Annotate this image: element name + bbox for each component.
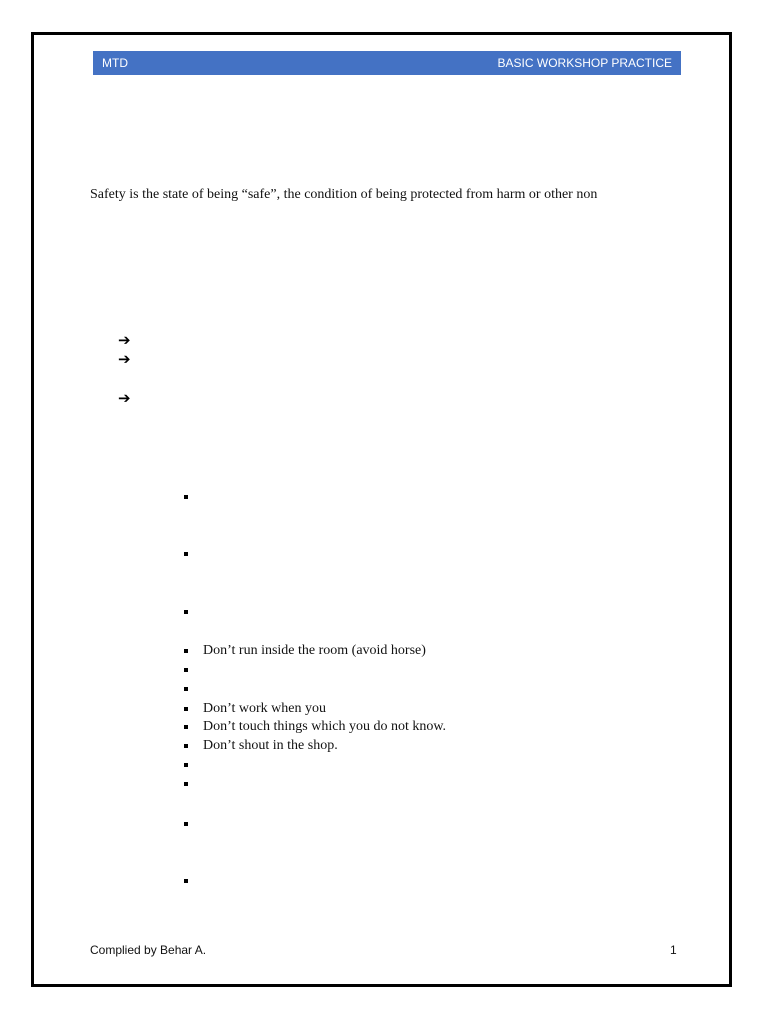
list-item	[184, 816, 203, 832]
list-item-text: Don’t run inside the room (avoid horse)	[203, 643, 426, 658]
footer-author: Complied by Behar A.	[90, 943, 207, 957]
list-item	[184, 489, 203, 505]
list-item-text: Don’t touch things which you do not know.	[203, 719, 447, 734]
list-item	[184, 757, 203, 773]
page-number: 1	[670, 943, 677, 957]
square-bullet-icon	[184, 668, 188, 672]
list-item	[184, 719, 446, 735]
list-item-text: Don’t work when you	[203, 701, 327, 716]
square-bullet-icon	[184, 763, 188, 767]
right-arrow-icon: ➔	[118, 350, 131, 368]
list-item	[184, 604, 203, 620]
square-bullet-icon	[184, 879, 188, 883]
document-page	[31, 32, 732, 987]
list-item-text: Don’t shout in the shop.	[203, 738, 338, 753]
list-item	[184, 546, 203, 562]
header-left-text: MTD	[102, 56, 128, 70]
list-item	[184, 873, 203, 889]
square-bullet-icon	[184, 782, 188, 786]
square-bullet-icon	[184, 610, 188, 614]
right-arrow-icon: ➔	[118, 389, 131, 407]
square-bullet-icon	[184, 687, 188, 691]
page-header-bar	[93, 51, 681, 75]
square-bullet-icon	[184, 744, 188, 748]
list-item	[184, 776, 203, 792]
list-item	[184, 701, 326, 717]
square-bullet-icon	[184, 725, 188, 729]
list-item	[184, 662, 203, 678]
square-bullet-icon	[184, 707, 188, 711]
list-item	[184, 738, 338, 754]
square-bullet-icon	[184, 649, 188, 653]
square-bullet-icon	[184, 552, 188, 556]
header-right-text: BASIC WORKSHOP PRACTICE	[497, 56, 672, 70]
safety-paragraph: Safety is the state of being “safe”, the condition of being protected from harm or other non	[90, 187, 598, 202]
square-bullet-icon	[184, 495, 188, 499]
list-item	[184, 681, 203, 697]
right-arrow-icon: ➔	[118, 331, 131, 349]
list-item	[184, 643, 426, 659]
square-bullet-icon	[184, 822, 188, 826]
